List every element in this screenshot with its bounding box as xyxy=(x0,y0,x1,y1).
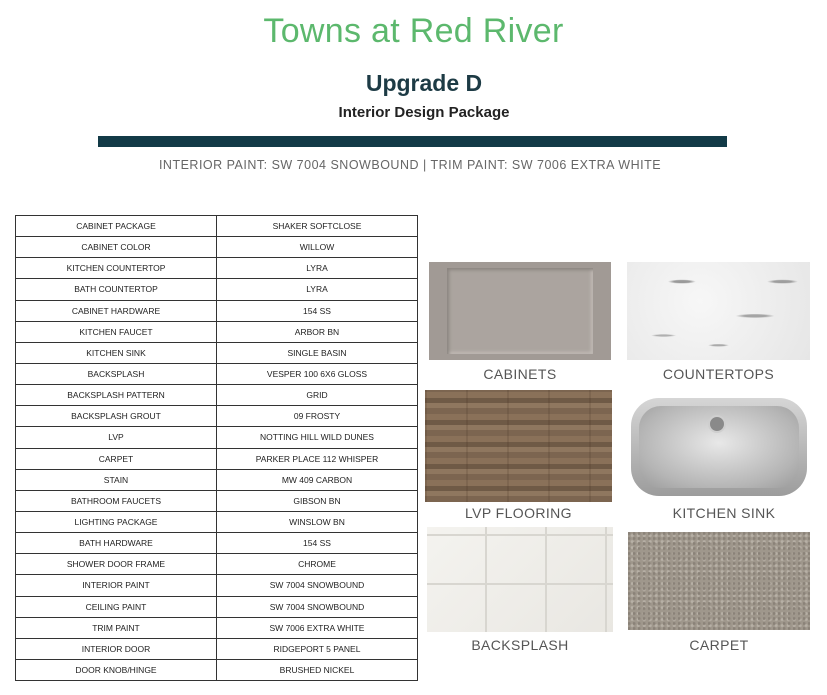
spec-item: LIGHTING PACKAGE xyxy=(16,511,217,532)
cabinets-swatch xyxy=(429,262,611,360)
spec-value: BRUSHED NICKEL xyxy=(217,659,418,680)
spec-row xyxy=(16,511,418,532)
spec-item: DOOR KNOB/HINGE xyxy=(16,659,217,680)
spec-item: TRIM PAINT xyxy=(16,617,217,638)
spec-value: GIBSON BN xyxy=(217,490,418,511)
spec-row xyxy=(16,342,418,363)
kitchen-sink-swatch xyxy=(629,396,809,498)
spec-item: CABINET HARDWARE xyxy=(16,300,217,321)
spec-row xyxy=(16,490,418,511)
spec-item: CABINET COLOR xyxy=(16,237,217,258)
page-title: Towns at Red River xyxy=(263,12,564,50)
spec-value: SHAKER SOFTCLOSE xyxy=(217,216,418,237)
carpet-swatch xyxy=(628,532,810,630)
spec-value: 09 FROSTY xyxy=(217,406,418,427)
spec-value: PARKER PLACE 112 WHISPER xyxy=(217,448,418,469)
spec-row xyxy=(16,469,418,490)
spec-item: BATH HARDWARE xyxy=(16,533,217,554)
spec-item: LVP xyxy=(16,427,217,448)
spec-value: WINSLOW BN xyxy=(217,511,418,532)
spec-value: LYRA xyxy=(217,279,418,300)
countertops-caption: COUNTERTOPS xyxy=(662,366,775,382)
spec-item: STAIN xyxy=(16,469,217,490)
spec-item: SHOWER DOOR FRAME xyxy=(16,554,217,575)
spec-value: 154 SS xyxy=(217,300,418,321)
spec-row xyxy=(16,427,418,448)
spec-value: SW 7004 SNOWBOUND xyxy=(217,596,418,617)
backsplash-swatch xyxy=(427,527,613,632)
spec-value: RIDGEPORT 5 PANEL xyxy=(217,638,418,659)
spec-item: KITCHEN SINK xyxy=(16,342,217,363)
spec-item: CARPET xyxy=(16,448,217,469)
kitchen-sink-caption: KITCHEN SINK xyxy=(672,505,776,521)
countertops-swatch xyxy=(627,262,810,360)
spec-row xyxy=(16,258,418,279)
spec-item: CABINET PACKAGE xyxy=(16,216,217,237)
spec-value: SW 7004 SNOWBOUND xyxy=(217,575,418,596)
paint-line: INTERIOR PAINT: SW 7004 SNOWBOUND | TRIM PAINT: SW 7006 EXTRA WHITE xyxy=(158,158,662,172)
spec-value: MW 409 CARBON xyxy=(217,469,418,490)
spec-row xyxy=(16,321,418,342)
backsplash-caption: BACKSPLASH xyxy=(471,637,569,653)
spec-item: KITCHEN COUNTERTOP xyxy=(16,258,217,279)
spec-value: GRID xyxy=(217,385,418,406)
spec-item: BATHROOM FAUCETS xyxy=(16,490,217,511)
spec-row xyxy=(16,638,418,659)
package-subtitle: Interior Design Package xyxy=(338,104,510,121)
spec-value: NOTTING HILL WILD DUNES xyxy=(217,427,418,448)
spec-row xyxy=(16,385,418,406)
spec-row xyxy=(16,363,418,384)
spec-row xyxy=(16,216,418,237)
spec-value: VESPER 100 6X6 GLOSS xyxy=(217,363,418,384)
spec-row xyxy=(16,300,418,321)
spec-value: LYRA xyxy=(217,258,418,279)
cabinets-caption: CABINETS xyxy=(483,366,557,382)
carpet-caption: CARPET xyxy=(689,637,749,653)
spec-value: SINGLE BASIN xyxy=(217,342,418,363)
spec-row xyxy=(16,554,418,575)
spec-item: BACKSPLASH xyxy=(16,363,217,384)
spec-item: BACKSPLASH PATTERN xyxy=(16,385,217,406)
cabinet-door-panel xyxy=(447,268,593,354)
spec-item: BATH COUNTERTOP xyxy=(16,279,217,300)
spec-row xyxy=(16,596,418,617)
spec-value: SW 7006 EXTRA WHITE xyxy=(217,617,418,638)
spec-row xyxy=(16,406,418,427)
spec-row xyxy=(16,575,418,596)
spec-row xyxy=(16,659,418,680)
spec-item: KITCHEN FAUCET xyxy=(16,321,217,342)
spec-value: 154 SS xyxy=(217,533,418,554)
spec-row xyxy=(16,279,418,300)
lvp-flooring-caption: LVP FLOORING xyxy=(465,505,572,521)
specs-table xyxy=(15,215,418,681)
spec-value: ARBOR BN xyxy=(217,321,418,342)
specs-table-body xyxy=(16,216,418,681)
spec-value: CHROME xyxy=(217,554,418,575)
spec-row xyxy=(16,237,418,258)
spec-row xyxy=(16,448,418,469)
spec-item: CEILING PAINT xyxy=(16,596,217,617)
spec-item: INTERIOR DOOR xyxy=(16,638,217,659)
sink-drain-icon xyxy=(708,415,726,433)
lvp-flooring-swatch xyxy=(425,390,612,502)
package-name: Upgrade D xyxy=(365,70,483,96)
spec-item: BACKSPLASH GROUT xyxy=(16,406,217,427)
spec-row xyxy=(16,617,418,638)
spec-item: INTERIOR PAINT xyxy=(16,575,217,596)
spec-value: WILLOW xyxy=(217,237,418,258)
header-divider xyxy=(98,136,727,147)
spec-row xyxy=(16,533,418,554)
